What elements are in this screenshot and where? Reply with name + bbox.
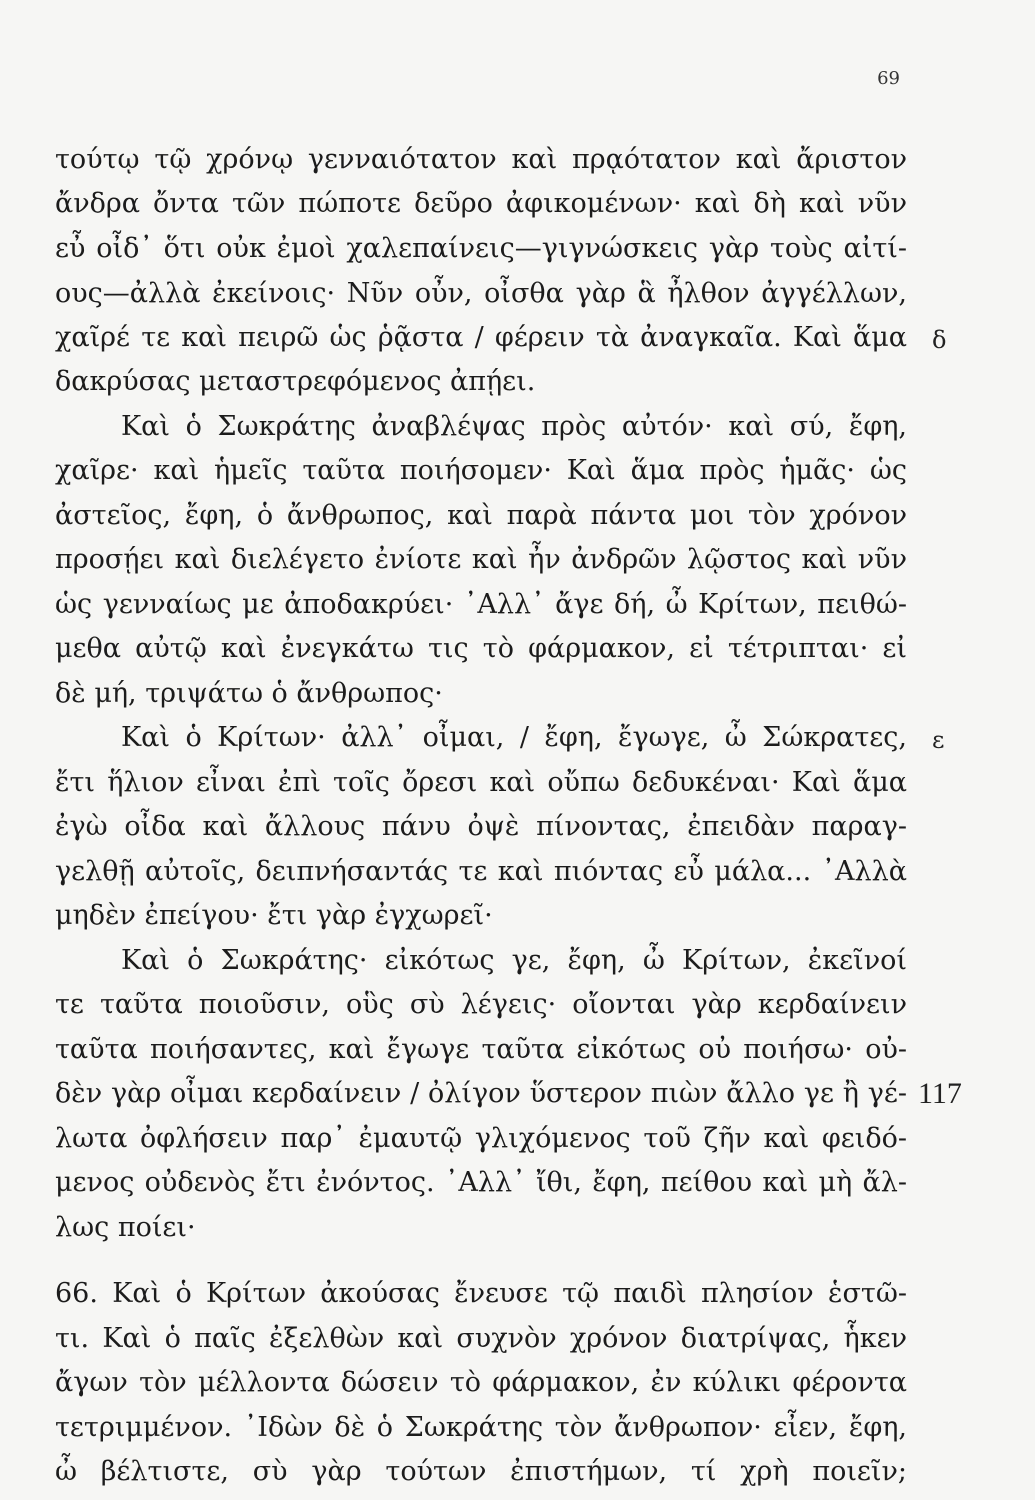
- text-line: λωτα ὀφλήσειν παρ᾽ ἐμαυτῷ γλιχόμενος τοῦ ζῆν καὶ φειδό-: [55, 1123, 907, 1154]
- text-line: τούτῳ τῷ χρόνῳ γενναιότατον καὶ πρᾳότατον καὶ ἄριστον: [55, 144, 907, 175]
- text-line: ἄγων τὸν μέλλοντα δώσειν τὸ φάρμακον, ἐν κύλικι φέροντα: [55, 1367, 907, 1398]
- text-line: χαῖρέ τε καὶ πειρῶ ὡς ῥᾷστα / φέρειν τὰ ἀναγκαῖα. Καὶ ἅμα: [55, 322, 907, 353]
- text-line: μενος οὐδενὸς ἔτι ἐνόντος. ᾿Αλλ᾽ ἴθι, ἔφη, πείθου καὶ μὴ ἄλ-: [55, 1167, 907, 1198]
- text-line: τι. Καὶ ὁ παῖς ἐξελθὼν καὶ συχνὸν χρόνον διατρίψας, ἧκεν: [55, 1323, 907, 1354]
- text-line: ἄνδρα ὄντα τῶν πώποτε δεῦρο ἀφικομένων· καὶ δὴ καὶ νῦν: [55, 188, 907, 219]
- paragraph-start: Καὶ ὁ Σωκράτης ἀναβλέψας πρὸς αὐτόν· καὶ σύ, ἔφη,: [121, 411, 907, 442]
- text-line: δὲν γὰρ οἶμαι κερδαίνειν / ὀλίγον ὕστερον πιὼν ἄλλο γε ἢ γέ-: [55, 1078, 907, 1109]
- text-line: ἐγὼ οἶδα καὶ ἄλλους πάνυ ὀψὲ πίνοντας, ἐπειδὰν παραγ-: [55, 811, 907, 842]
- text-line: μηδὲν ἐπείγου· ἔτι γὰρ ἐγχωρεῖ·: [55, 900, 493, 931]
- text-line: μεθα αὐτῷ καὶ ἐνεγκάτω τις τὸ φάρμακον, εἰ τέτριπται· εἰ: [55, 633, 907, 664]
- text-line: χαῖρε· καὶ ἡμεῖς ταῦτα ποιήσομεν· Καὶ ἅμα πρὸς ἡμᾶς· ὡς: [55, 455, 907, 486]
- text-line: προσῄει καὶ διελέγετο ἐνίοτε καὶ ἦν ἀνδρῶν λῷστος καὶ νῦν: [55, 544, 907, 575]
- paragraph-start: Καὶ ὁ Κρίτων· ἀλλ᾽ οἶμαι, / ἔφη, ἔγωγε, ὦ Σώκρατες,: [121, 722, 907, 753]
- text-line: ὡς γενναίως με ἀποδακρύει· ᾿Αλλ᾽ ἄγε δή, ὦ Κρίτων, πειθώ-: [55, 589, 907, 620]
- text-line: ους—ἀλλὰ ἐκείνοις· Νῦν οὖν, οἶσθα γὰρ ἃ ἦλθον ἀγγέλλων,: [55, 278, 907, 309]
- margin-mark-section-117: 117: [918, 1077, 962, 1110]
- text-line: ταῦτα ποιήσαντες, καὶ ἔγωγε ταῦτα εἰκότως οὐ ποιήσω· οὐ-: [55, 1034, 907, 1065]
- text-line: ἔτι ἥλιον εἶναι ἐπὶ τοῖς ὄρεσι καὶ οὔπω δεδυκέναι· Καὶ ἅμα: [55, 767, 907, 798]
- text-line: ὦ βέλτιστε, σὺ γὰρ τούτων ἐπιστήμων, τί χρὴ ποιεῖν;: [55, 1456, 907, 1487]
- text-line: ἀστεῖος, ἔφη, ὁ ἄνθρωπος, καὶ παρὰ πάντα μοι τὸν χρόνον: [55, 500, 907, 531]
- paragraph-start: Καὶ ὁ Σωκράτης· εἰκότως γε, ἔφη, ὦ Κρίτων, ἐκεῖνοί: [121, 945, 907, 976]
- margin-mark-epsilon: ε: [932, 726, 945, 754]
- text-line: λως ποίει·: [55, 1212, 196, 1243]
- text-line: δὲ μή, τριψάτω ὁ ἄνθρωπος·: [55, 678, 443, 709]
- section-start: 66. Καὶ ὁ Κρίτων ἀκούσας ἔνευσε τῷ παιδὶ πλησίον ἑστῶ-: [55, 1278, 907, 1309]
- margin-mark-delta: δ: [932, 326, 947, 354]
- text-line: τε ταῦτα ποιοῦσιν, οὓς σὺ λέγεις· οἴονται γὰρ κερδαίνειν: [55, 989, 907, 1020]
- text-line: εὖ οἶδ᾽ ὅτι οὐκ ἐμοὶ χαλεπαίνεις—γιγνώσκεις γὰρ τοὺς αἰτί-: [55, 233, 907, 264]
- page-number: 69: [877, 68, 900, 89]
- text-line: γελθῇ αὐτοῖς, δειπνήσαντάς τε καὶ πιόντας εὖ μάλα... ᾿Αλλὰ: [55, 856, 907, 887]
- text-line: δακρύσας μεταστρεφόμενος ἀπῄει.: [55, 366, 536, 397]
- text-line: τετριμμένον. ᾿Ιδὼν δὲ ὁ Σωκράτης τὸν ἄνθρωπον· εἶεν, ἔφη,: [55, 1412, 907, 1443]
